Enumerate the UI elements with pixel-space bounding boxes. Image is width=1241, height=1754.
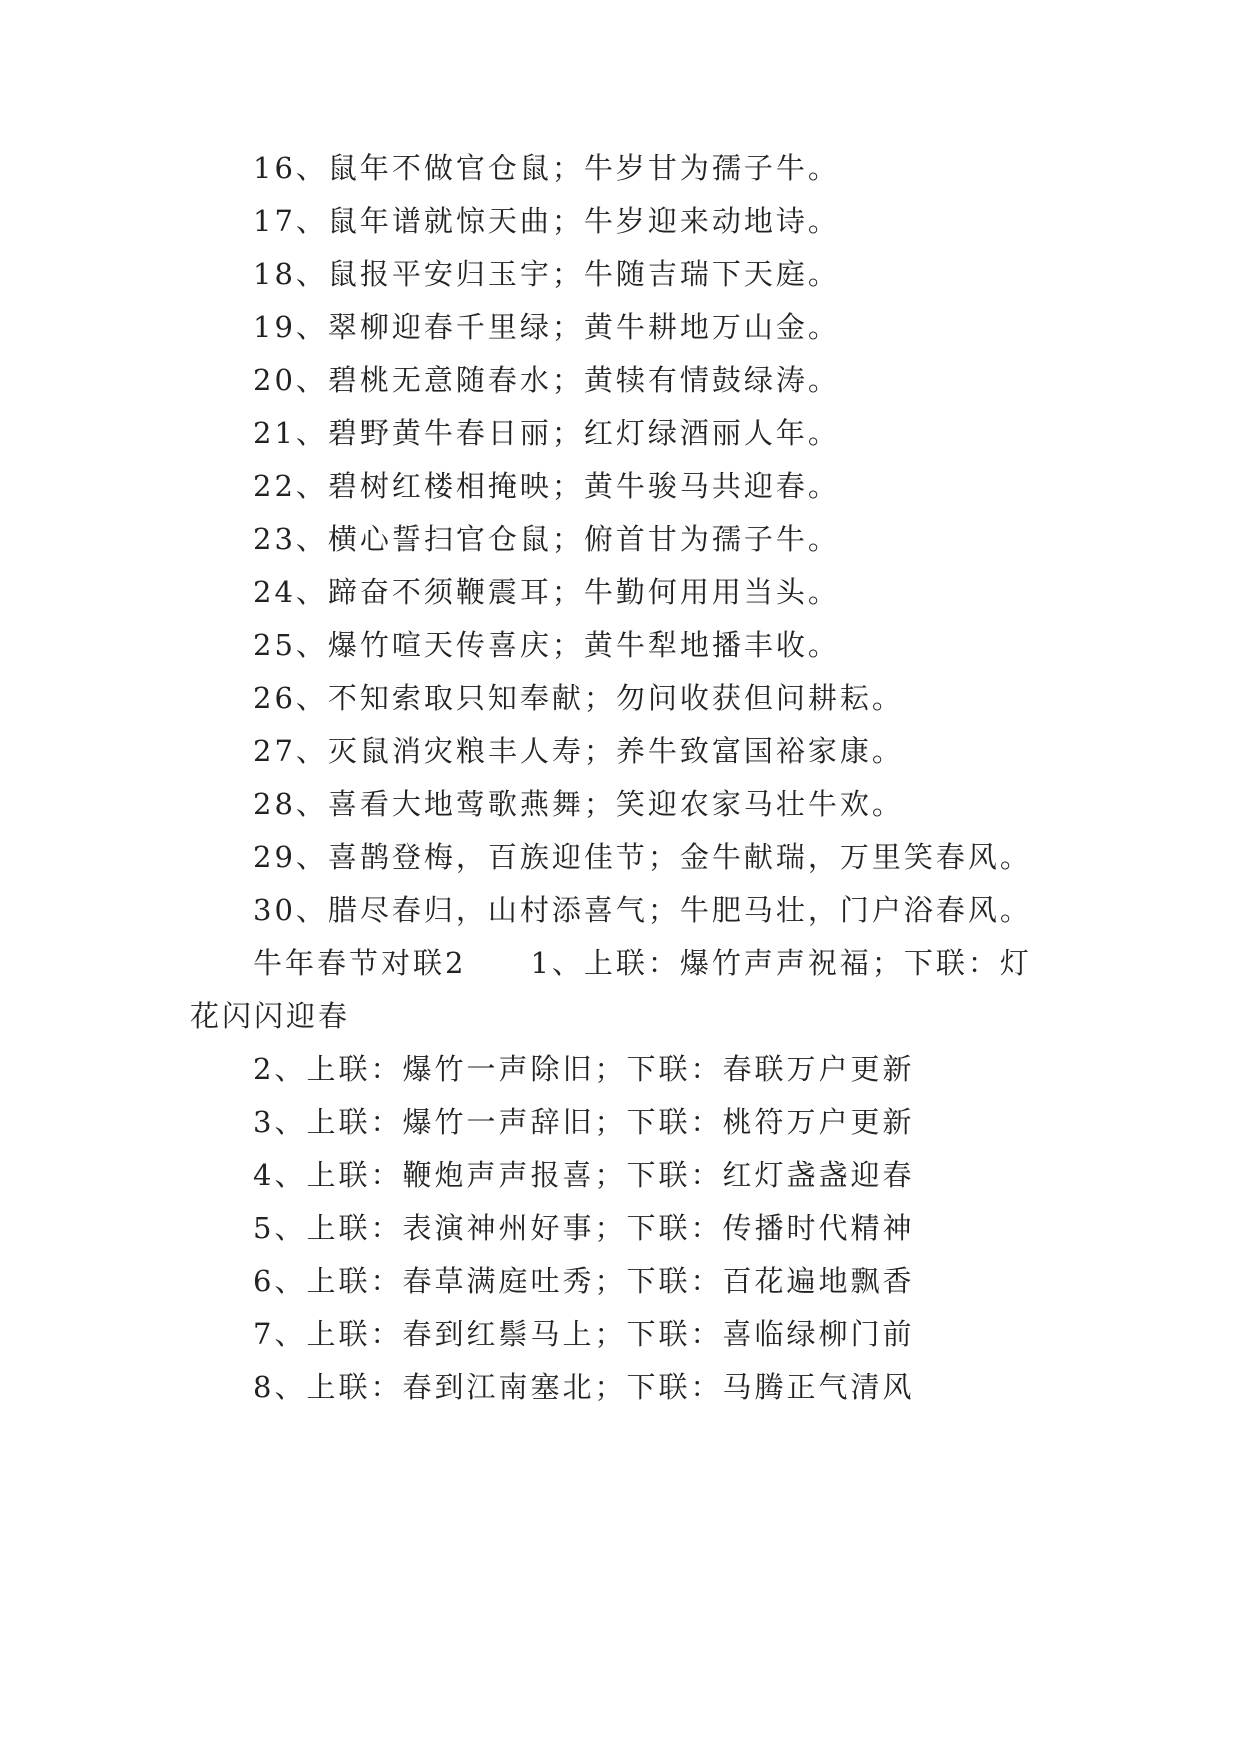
text-line: 20、碧桃无意随春水；黄犊有情鼓绿涛。 [253, 363, 840, 397]
text-line: 花闪闪迎春 [190, 999, 351, 1033]
text-line: 30、腊尽春归，山村添喜气；牛肥马壮，门户浴春风。 [253, 893, 1032, 927]
text-line: 2、上联：爆竹一声除旧；下联：春联万户更新 [253, 1052, 915, 1086]
section-heading-line: 牛年春节对联2 1、上联：爆竹声声祝福；下联：灯 [253, 946, 1032, 980]
text-line: 27、灭鼠消灾粮丰人寿；养牛致富国裕家康。 [253, 734, 904, 768]
text-line: 19、翠柳迎春千里绿；黄牛耕地万山金。 [253, 310, 840, 344]
text-line: 16、鼠年不做官仓鼠；牛岁甘为孺子牛。 [253, 151, 840, 185]
text-line: 18、鼠报平安归玉宇；牛随吉瑞下天庭。 [253, 257, 840, 291]
text-line: 24、蹄奋不须鞭震耳；牛勤何用用当头。 [253, 575, 840, 609]
text-line: 8、上联：春到江南塞北；下联：马腾正气清风 [253, 1370, 915, 1404]
text-line: 21、碧野黄牛春日丽；红灯绿酒丽人年。 [253, 416, 840, 450]
text-line: 22、碧树红楼相掩映；黄牛骏马共迎春。 [253, 469, 840, 503]
text-line: 29、喜鹊登梅，百族迎佳节；金牛献瑞，万里笑春风。 [253, 840, 1032, 874]
text-line: 23、横心誓扫官仓鼠；俯首甘为孺子牛。 [253, 522, 840, 556]
text-line: 3、上联：爆竹一声辞旧；下联：桃符万户更新 [253, 1105, 915, 1139]
text-line: 6、上联：春草满庭吐秀；下联：百花遍地飘香 [253, 1264, 915, 1298]
text-line: 4、上联：鞭炮声声报喜；下联：红灯盏盏迎春 [253, 1158, 915, 1192]
text-line: 17、鼠年谱就惊天曲；牛岁迎来动地诗。 [253, 204, 840, 238]
text-line: 25、爆竹喧天传喜庆；黄牛犁地播丰收。 [253, 628, 840, 662]
text-line: 26、不知索取只知奉献；勿问收获但问耕耘。 [253, 681, 904, 715]
text-line: 5、上联：表演神州好事；下联：传播时代精神 [253, 1211, 915, 1245]
text-line: 28、喜看大地莺歌燕舞；笑迎农家马壮牛欢。 [253, 787, 904, 821]
text-line: 7、上联：春到红鬃马上；下联：喜临绿柳门前 [253, 1317, 915, 1351]
